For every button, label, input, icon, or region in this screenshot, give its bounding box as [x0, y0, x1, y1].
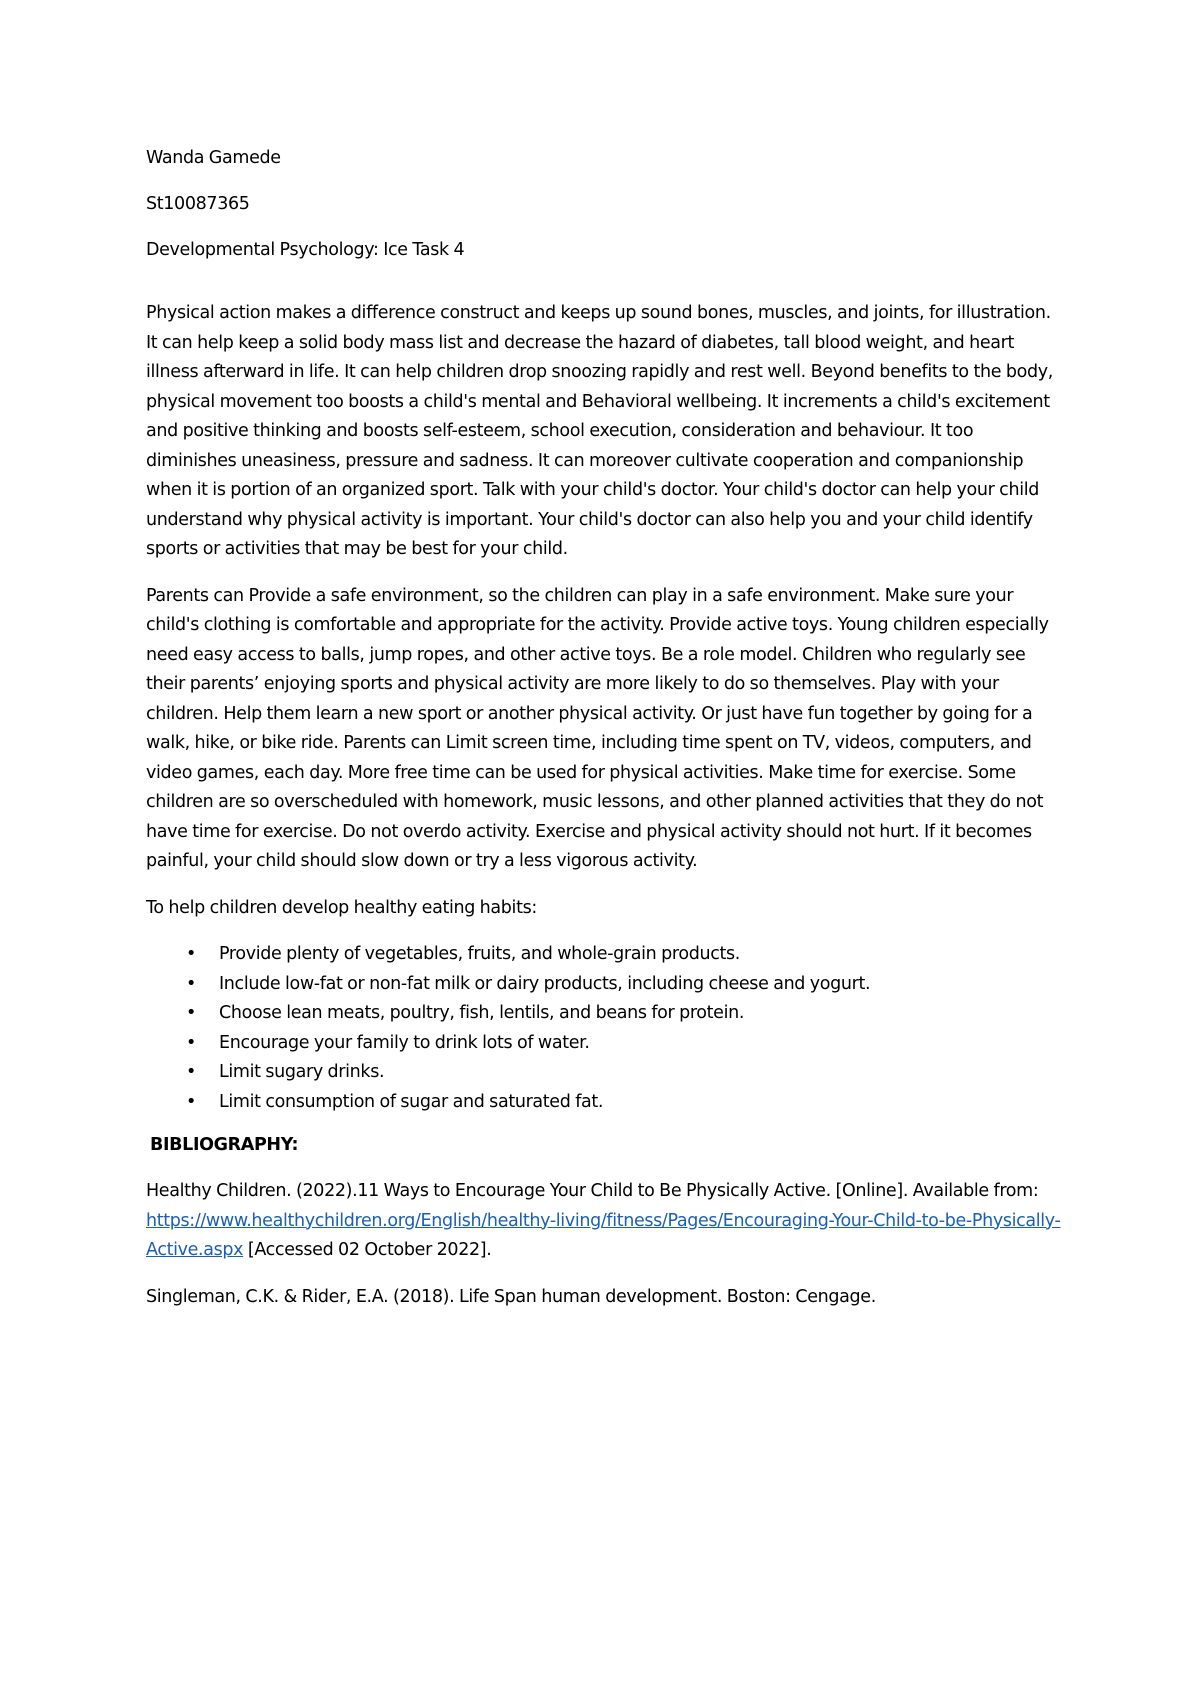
list-item: [146, 970, 1066, 1000]
paragraph-eating-habits-intro: To help children develop healthy eating habits:: [146, 897, 537, 918]
reference-text: Healthy Children. (2022).11 Ways to Encourage Your Child to Be Physically Active. [Online]. Available from:: [146, 1181, 1039, 1201]
list-item: [146, 940, 1066, 970]
bibliography-entry-singleman: Singleman, C.K. & Rider, E.A. (2018). Life Span human development. Boston: Cengage.: [146, 1286, 876, 1307]
bullet-icon: •: [186, 944, 196, 964]
course-title: Developmental Psychology: Ice Task 4: [146, 240, 465, 260]
list-item-text: Include low-fat or non-fat milk or dairy products, including cheese and yogurt.: [219, 973, 871, 994]
list-item-text: Encourage your family to drink lots of water.: [219, 1032, 590, 1053]
reference-link[interactable]: https://www.healthychildren.org/English/healthy-living/fitness/Pages/Encouraging-Your-Child-to-be-Physically-Active.aspx: [146, 1210, 1061, 1260]
list-item: [146, 1058, 1066, 1088]
author-name: Wanda Gamede: [146, 148, 281, 168]
list-item-text: Limit consumption of sugar and saturated fat.: [219, 1091, 604, 1112]
document-body: [146, 144, 1066, 1329]
bullet-icon: •: [186, 1003, 196, 1023]
bullet-icon: •: [186, 973, 196, 994]
list-item-text: Limit sugary drinks.: [219, 1062, 385, 1082]
bullet-icon: •: [186, 1062, 196, 1082]
eating-habits-list: [146, 940, 1066, 1117]
list-item: [146, 1088, 1066, 1118]
paragraph-parent-tips: Parents can Provide a safe environment, so the children can play in a safe environment. Make sure your child's clothing is comfortable and appropriate for the activity. Provide active toys. Young children especially need easy access to balls, jump ropes, and other active toys. Be a role model. Children who regularly see their parents’ enjoying sports and physical activity are more likely to do so themselves. Play with your children. Help them learn a new sport or another physical activity. Or just have fun together by going for a walk, hike, or bike ride. Parents can Limit screen time, including time spent on TV, videos, computers, and video games, each day. More free time can be used for physical activities. Make time for exercise. Some children are so overscheduled with homework, music lessons, and other planned activities that they do not have time for exercise. Do not overdo activity. Exercise and physical activity should not hurt. If it becomes painful, your child should slow down or try a less vigorous activity.: [146, 585, 1049, 871]
spacer: [146, 265, 1066, 299]
paragraph-physical-activity-benefits: Physical action makes a difference construct and keeps up sound bones, muscles, and joints, for illustration. It can help keep a solid body mass list and decrease the hazard of diabetes, tall blood weight, and heart illness afterward in life. It can help children drop snoozing rapidly and rest well. Beyond benefits to the body, physical movement too boosts a child's mental and Behavioral wellbeing. It increments a child's excitement and positive thinking and boosts self-esteem, school execution, consideration and behaviour. It too diminishes uneasiness, pressure and sadness. It can moreover cultivate cooperation and companionship when it is portion of an organized sport. Talk with your child's doctor. Your child's doctor can help your child understand why physical activity is important. Your child's doctor can also help you and your child identify sports or activities that may be best for your child.: [146, 303, 1053, 559]
list-item: [146, 999, 1066, 1029]
bibliography-entry-healthy-children: [146, 1177, 1066, 1266]
list-item-text: Choose lean meats, poultry, fish, lentils, and beans for protein.: [219, 1003, 745, 1023]
list-item-text: Provide plenty of vegetables, fruits, and whole-grain products.: [219, 944, 740, 964]
reference-accessed-date: [Accessed 02 October 2022].: [243, 1240, 492, 1260]
bullet-icon: •: [186, 1091, 196, 1112]
list-item: [146, 1029, 1066, 1059]
student-number: St10087365: [146, 194, 250, 214]
bullet-icon: •: [186, 1032, 196, 1053]
bibliography-heading: BIBLIOGRAPHY:: [150, 1135, 299, 1155]
